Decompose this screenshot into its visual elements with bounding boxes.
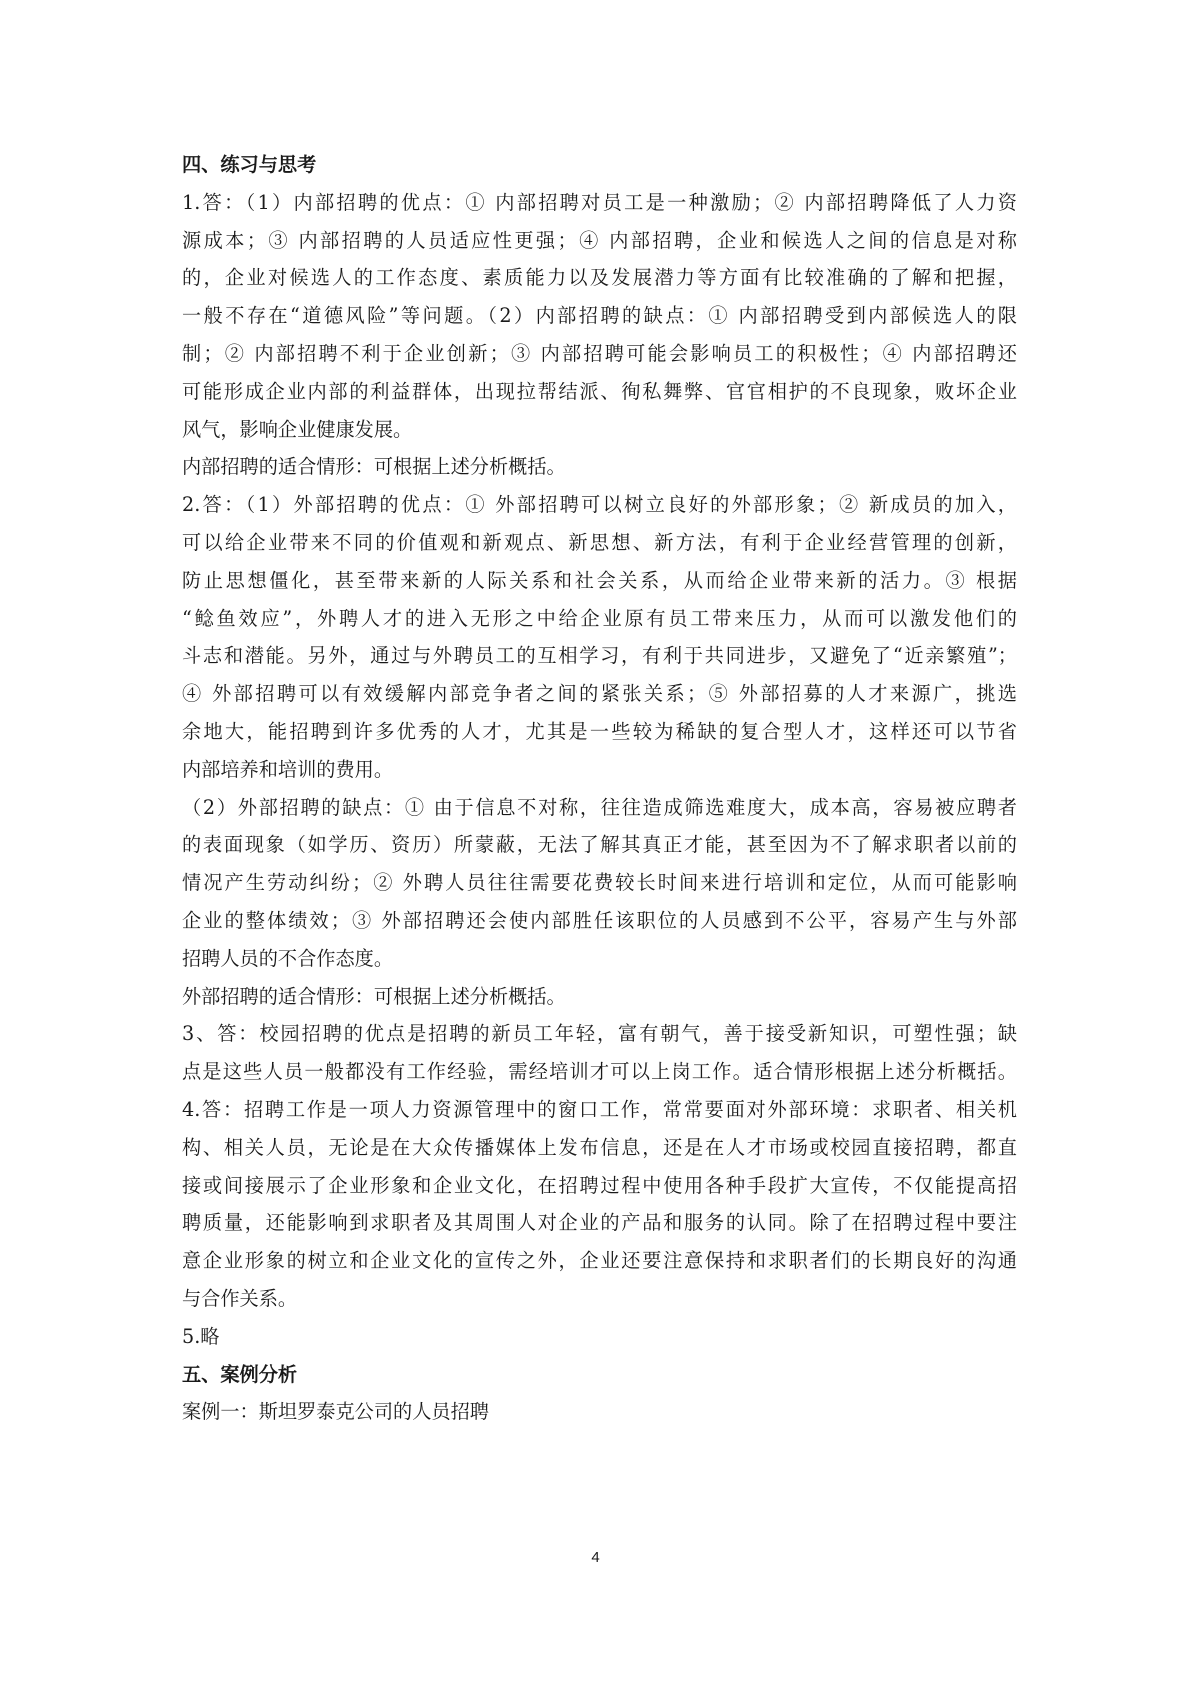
paragraph-line: 的表面现象（如学历、资历）所蒙蔽，无法了解其真正才能，甚至因为不了解求职者以前的 — [182, 833, 1017, 857]
paragraph-line: 制；② 内部招聘不利于企业创新；③ 内部招聘可能会影响员工的积极性；④ 内部招聘还 — [182, 341, 1017, 365]
paragraph-line: 可以给企业带来不同的价值观和新观点、新思想、新方法，有利于企业经营管理的创新， — [182, 530, 1017, 554]
paragraph-line: 1.答：（1）内部招聘的优点：① 内部招聘对员工是一种激励；② 内部招聘降低了人力资 — [182, 190, 1017, 214]
paragraph-line: 案例一：斯坦罗泰克公司的人员招聘 — [182, 1400, 489, 1424]
paragraph-line: 源成本；③ 内部招聘的人员适应性更强；④ 内部招聘，企业和候选人之间的信息是对称 — [182, 228, 1017, 252]
document-body — [182, 146, 1017, 1431]
paragraph-line: 招聘人员的不合作态度。 — [182, 946, 394, 970]
paragraph-line: 可能形成企业内部的利益群体，出现拉帮结派、徇私舞弊、官官相护的不良现象，败坏企业 — [182, 379, 1017, 403]
paragraph-line: 的，企业对候选人的工作态度、素质能力以及发展潜力等方面有比较准确的了解和把握， — [182, 266, 1017, 290]
paragraph-line: 接或间接展示了企业形象和企业文化，在招聘过程中使用各种手段扩大宣传，不仅能提高招 — [182, 1173, 1017, 1197]
paragraph-line: 企业的整体绩效；③ 外部招聘还会使内部胜任该职位的人员感到不公平，容易产生与外部 — [182, 908, 1017, 932]
page-number: 4 — [591, 1549, 600, 1566]
paragraph-line: 2.答：（1）外部招聘的优点：① 外部招聘可以树立良好的外部形象；② 新成员的加入， — [182, 493, 1017, 517]
paragraph-line: （2）外部招聘的缺点：① 由于信息不对称，往往造成筛选难度大，成本高，容易被应聘者 — [182, 795, 1017, 819]
paragraph-line: 斗志和潜能。另外，通过与外聘员工的互相学习，有利于共同进步，又避免了“近亲繁殖”； — [182, 644, 1017, 668]
paragraph-line: 外部招聘的适合情形：可根据上述分析概括。 — [182, 984, 566, 1008]
paragraph-line: 3、答：校园招聘的优点是招聘的新员工年轻，富有朝气，善于接受新知识，可塑性强；缺 — [182, 1022, 1017, 1046]
paragraph-line: 4.答：招聘工作是一项人力资源管理中的窗口工作，常常要面对外部环境：求职者、相关机 — [182, 1097, 1017, 1121]
paragraph-line: 风气，影响企业健康发展。 — [182, 417, 413, 441]
paragraph-line: 内部招聘的适合情形：可根据上述分析概括。 — [182, 455, 566, 479]
section-heading-case-analysis: 五、案例分析 — [182, 1362, 298, 1386]
paragraph-line: 情况产生劳动纠纷；② 外聘人员往往需要花费较长时间来进行培训和定位，从而可能影响 — [182, 871, 1017, 895]
paragraph-line: 聘质量，还能影响到求职者及其周围人对企业的产品和服务的认同。除了在招聘过程中要注 — [182, 1211, 1017, 1235]
section-heading-practice: 四、练习与思考 — [182, 153, 317, 176]
paragraph-line: 内部培养和培训的费用。 — [182, 757, 394, 781]
paragraph-line: ④ 外部招聘可以有效缓解内部竞争者之间的紧张关系；⑤ 外部招募的人才来源广，挑选 — [182, 682, 1017, 706]
paragraph-line: 点是这些人员一般都没有工作经验，需经培训才可以上岗工作。适合情形根据上述分析概括。 — [182, 1060, 1017, 1084]
paragraph-line: 余地大，能招聘到许多优秀的人才，尤其是一些较为稀缺的复合型人才，这样还可以节省 — [182, 719, 1017, 743]
paragraph-line: 与合作关系。 — [182, 1286, 298, 1310]
paragraph-line: 意企业形象的树立和企业文化的宣传之外，企业还要注意保持和求职者们的长期良好的沟通 — [182, 1249, 1017, 1273]
paragraph-line: “鲶鱼效应”，外聘人才的进入无形之中给企业原有员工带来压力，从而可以激发他们的 — [182, 606, 1017, 630]
paragraph-line: 防止思想僵化，甚至带来新的人际关系和社会关系，从而给企业带来新的活力。③ 根据 — [182, 568, 1017, 592]
paragraph-line: 5.略 — [182, 1324, 220, 1348]
paragraph-line: 构、相关人员，无论是在大众传播媒体上发布信息，还是在人才市场或校园直接招聘，都直 — [182, 1135, 1017, 1159]
paragraph-line: 一般不存在“道德风险”等问题。（2）内部招聘的缺点：① 内部招聘受到内部候选人的限 — [182, 304, 1017, 328]
